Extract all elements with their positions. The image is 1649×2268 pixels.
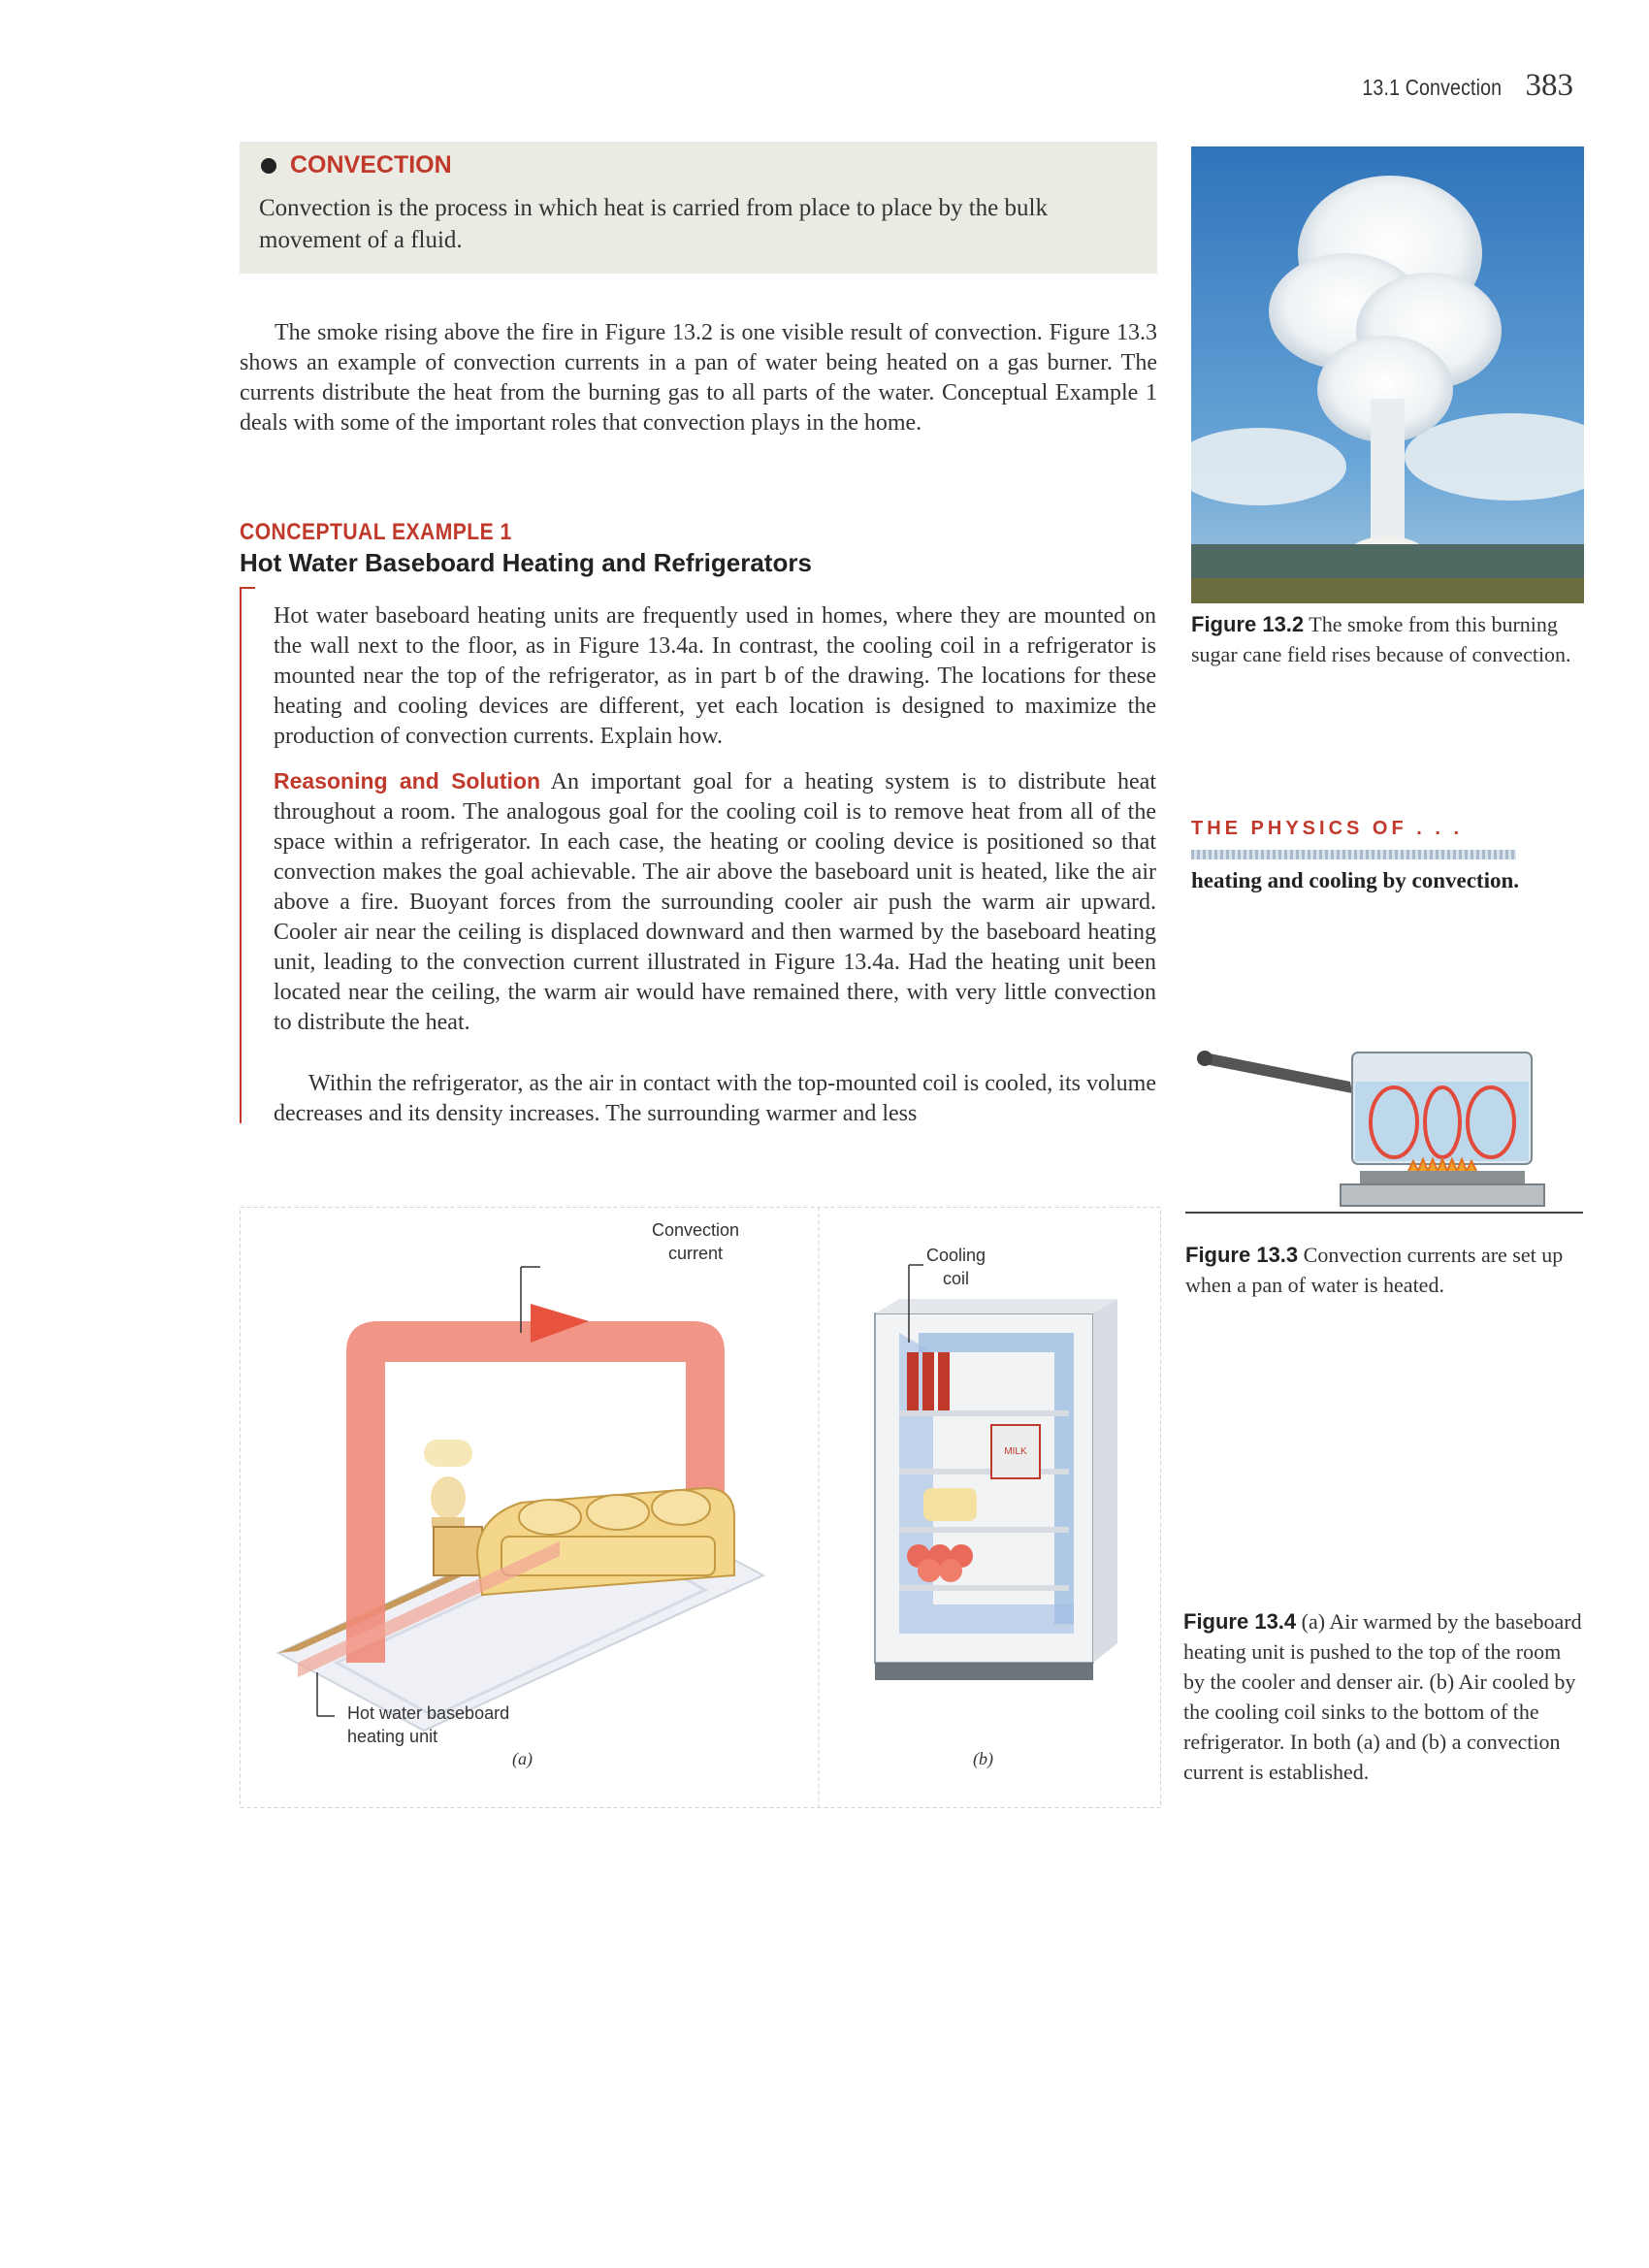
cooling-coil-label xyxy=(926,1244,986,1290)
physics-of-text: heating and cooling by convection. xyxy=(1191,868,1520,892)
definition-box xyxy=(240,142,1157,274)
definition-title xyxy=(261,151,452,179)
figure-13-3-caption xyxy=(1185,1240,1588,1300)
panel-a-label: (a) xyxy=(512,1749,533,1768)
example-top-rule xyxy=(240,587,255,589)
definition-text: Convection is the process in which heat is carried from place to place by the bulk movement of a fluid. xyxy=(259,195,1048,253)
cooling-coil-line1: Cooling xyxy=(926,1246,986,1265)
solution-text: An important goal for a heating system is to distribute heat throughout a room. The analogous goal for the cooling coil is to remove heat from all of the space within a refrigerator. In each case, the heating or cooling device is positioned so that convection makes the goal achievable. The air above the baseboard unit is heated, like the air above a fire. Buoyant forces from the surrounding cooler air push the warm air upward. Cooler air near the ceiling is displaced downward and then warmed by the baseboard heating unit, leading to the convection current illustrated in Figure 13.4a. Had the heating unit been located near the ceiling, the warm air would have remained there, with very little convection to distribute the heat. xyxy=(274,769,1156,1035)
example-side-rule xyxy=(240,587,242,1123)
example-solution xyxy=(274,766,1156,1038)
figure-13-2-caption xyxy=(1191,609,1584,669)
solution-label: Reasoning and Solution xyxy=(274,768,541,794)
milk-carton-label: MILK xyxy=(1004,1446,1027,1457)
baseboard-label xyxy=(347,1701,509,1748)
figure-13-4-label: Figure 13.4 xyxy=(1183,1609,1297,1634)
example-continuation: Within the refrigerator, as the air in contact with the top-mounted coil is cooled, its volume decreases and its density increases. The surrounding warmer and less xyxy=(274,1071,1156,1126)
figure-13-2-label: Figure 13.2 xyxy=(1191,612,1305,636)
figure-13-2-text: The smoke from this burning sugar cane field rises because of convection. xyxy=(1191,612,1571,666)
page-number: 383 xyxy=(1525,68,1573,103)
panel-b-label: (b) xyxy=(973,1749,993,1768)
running-head-section: 13.1 Convection xyxy=(1362,75,1503,100)
bullet-icon xyxy=(261,158,276,174)
baseboard-line1: Hot water baseboard xyxy=(347,1703,510,1723)
example-label: CONCEPTUAL EXAMPLE 1 xyxy=(240,519,512,545)
figure-13-2-photo xyxy=(1191,146,1584,603)
figure-13-4-caption xyxy=(1183,1606,1586,1787)
convection-current-label xyxy=(652,1218,739,1265)
cooling-coil-line2: coil xyxy=(943,1269,970,1288)
figure-13-3-label: Figure 13.3 xyxy=(1185,1243,1299,1267)
example-title: Hot Water Baseboard Heating and Refrigerators xyxy=(240,548,812,577)
figure-13-4-text: (a) Air warmed by the baseboard heating unit is pushed to the top of the room by the cooler and denser air. (b) Air cooled by the cooling coil sinks to the bottom of the refrigerator. In both (a) and (b) a convection current is established. xyxy=(1183,1609,1582,1784)
intro-paragraph: The smoke rising above the fire in Figure 13.2 is one visible result of convection. Figure 13.3 shows an example of convection currents in a pan of water being heated on a gas burner. The currents distribute the heat from the burning gas to all parts of the water. Conceptual Example 1 deals with some of the important roles that convection plays in the home. xyxy=(240,320,1157,436)
example-question: Hot water baseboard heating units are frequently used in homes, where they are mounted on the wall next to the floor, as in Figure 13.4a. In contrast, the cooling coil in a refrigerator is mounted near the top of the refrigerator, as in part b of the drawing. The locations for these heating and cooling devices are different, yet each location is designed to maximize the production of convection currents. Explain how. xyxy=(274,603,1156,749)
figure-13-3-pan-illustration xyxy=(1185,1033,1583,1222)
baseboard-line2: heating unit xyxy=(347,1727,438,1746)
physics-of-rule xyxy=(1191,850,1516,859)
convection-current-line1: Convection xyxy=(652,1220,740,1240)
running-head xyxy=(1338,68,1573,104)
convection-current-line2: current xyxy=(668,1244,724,1263)
physics-of-label: THE PHYSICS OF . . . xyxy=(1191,818,1464,839)
figure-13-3-text: Convection currents are set up when a pan of water is heated. xyxy=(1185,1243,1564,1297)
definition-title-text: CONVECTION xyxy=(290,151,452,178)
